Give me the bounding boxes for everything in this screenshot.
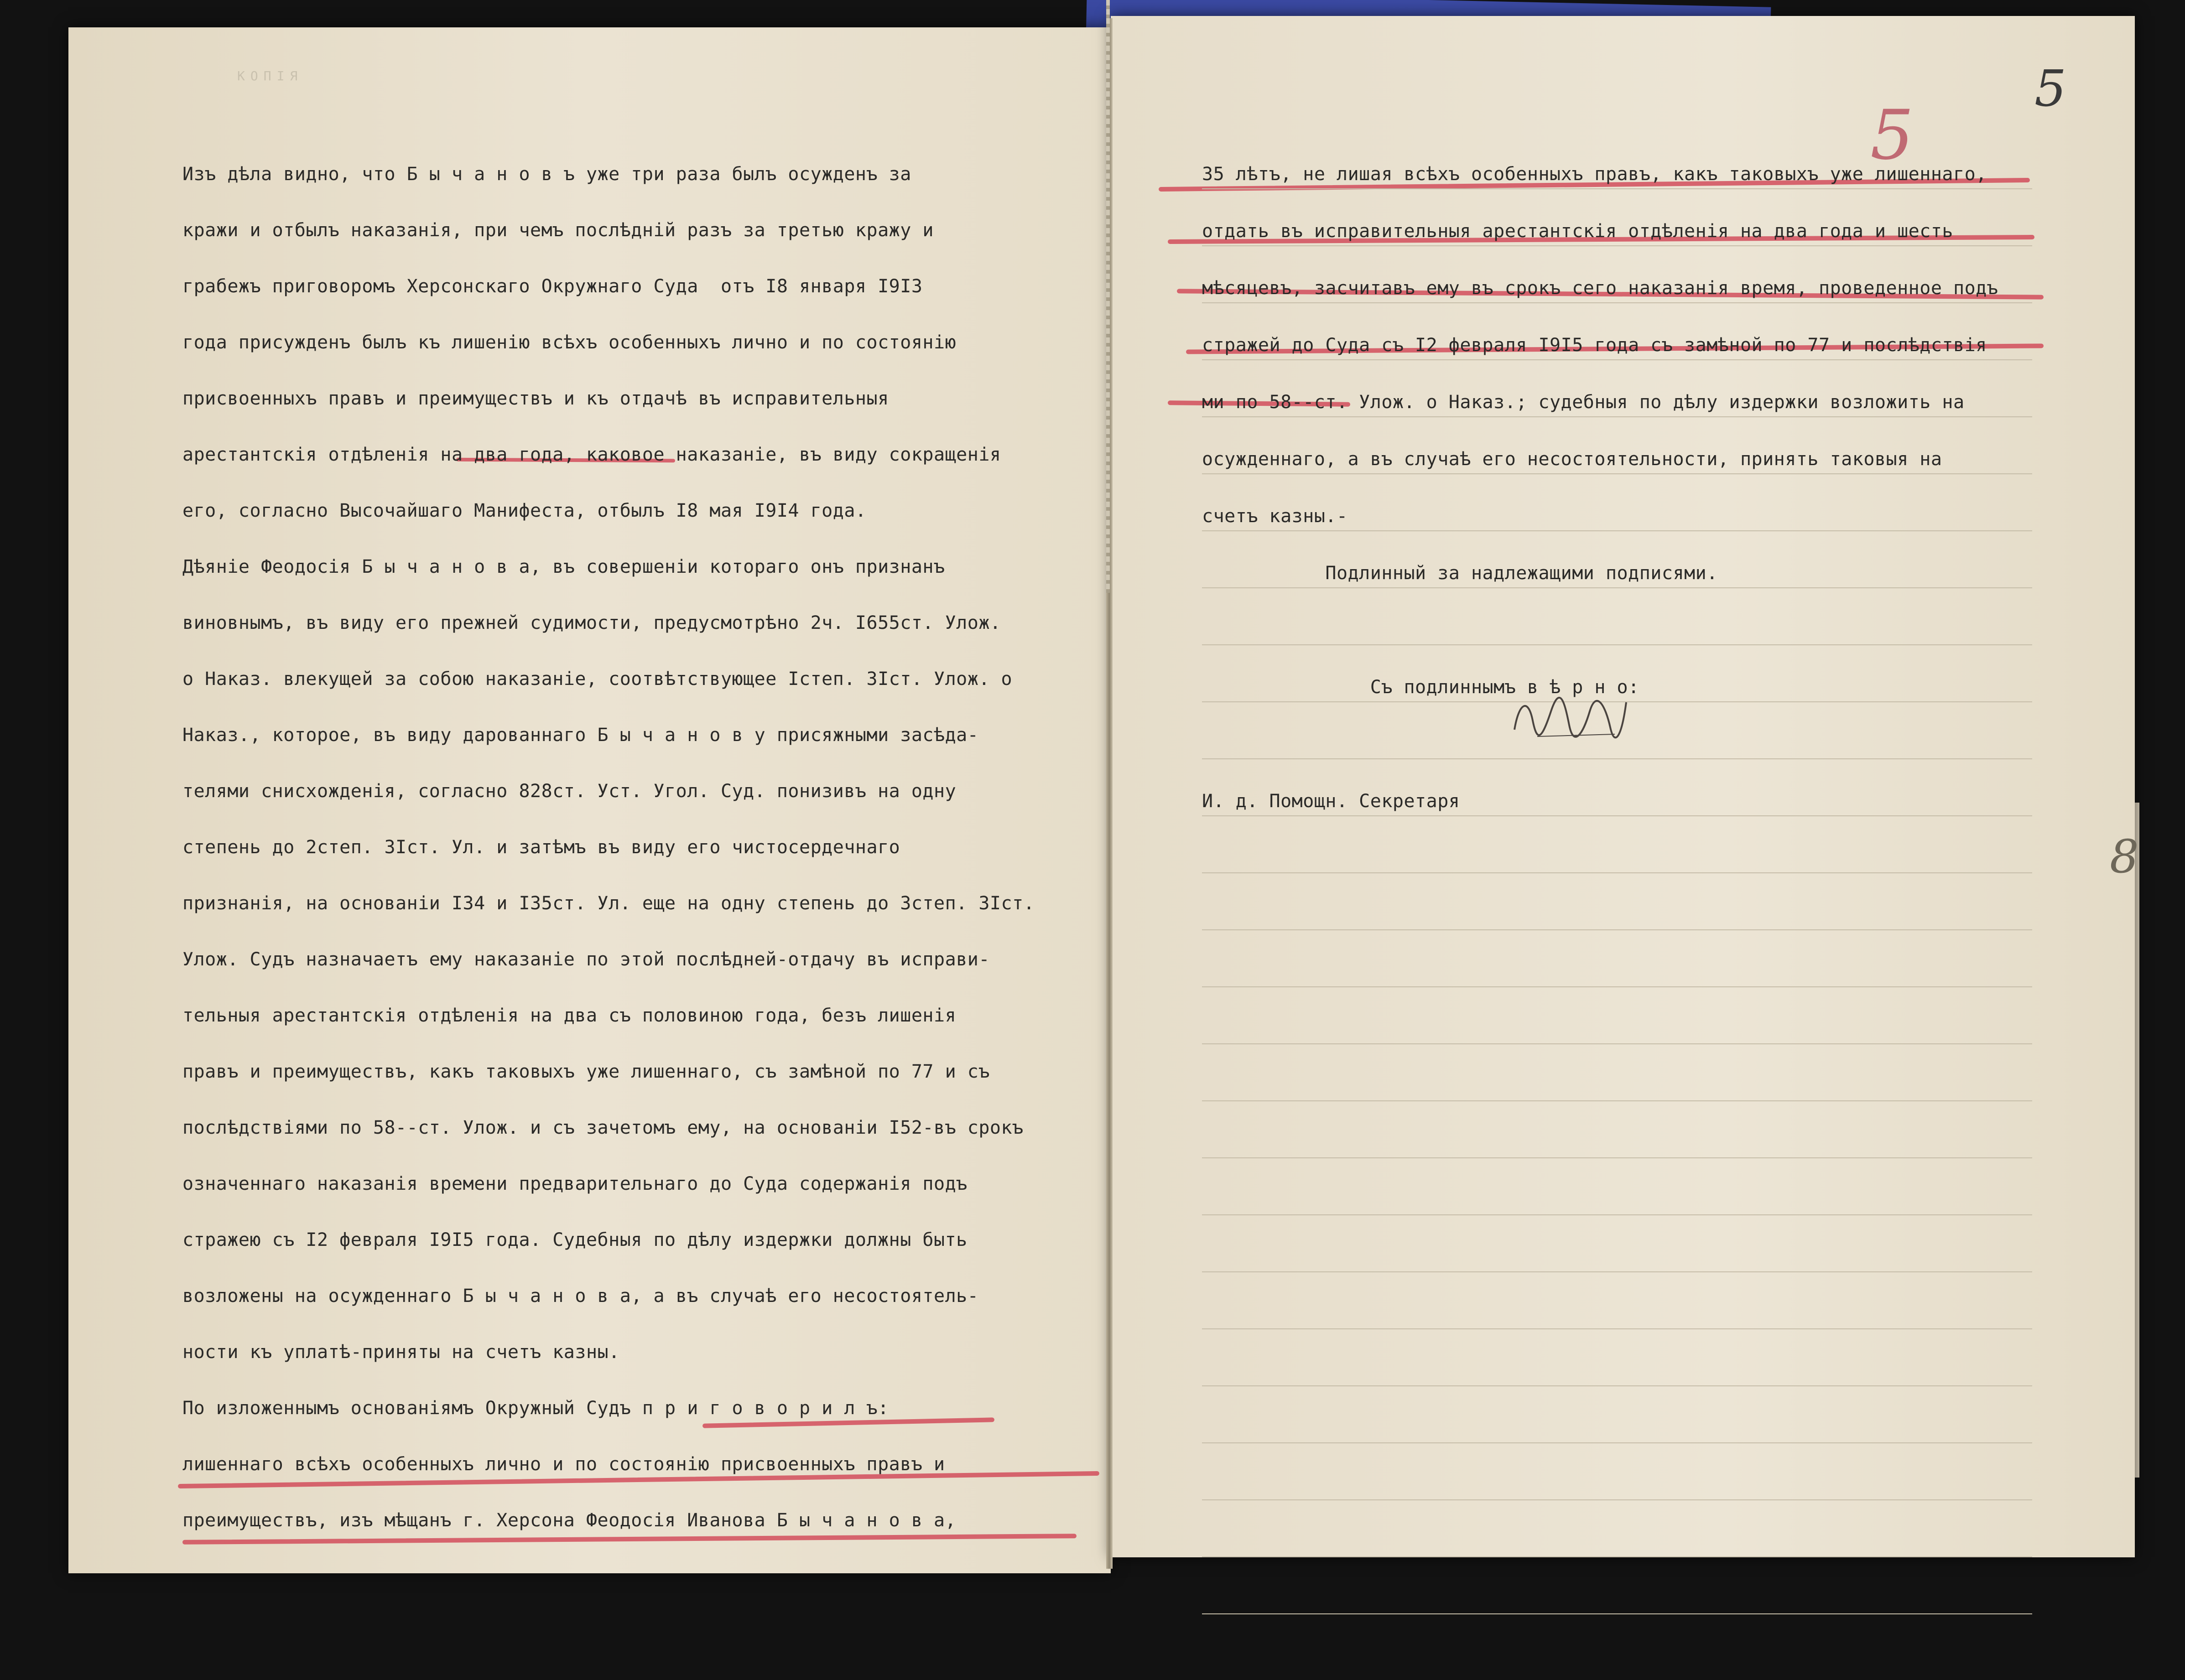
line-text: И. д. Помощн. Секретаря <box>1202 791 1460 812</box>
red-pencil-number: 5 <box>1870 96 1914 175</box>
side-sheet-number: 8 <box>2110 830 2139 883</box>
line-text: телями снисхожденія, согласно 828ст. Уст. Угол. Суд. понизивъ на одну <box>182 781 957 802</box>
empty-ruled-line <box>1202 1386 2032 1443</box>
line-text: означеннаго наказанія времени предварительнаго до Суда содержанія подъ <box>182 1173 968 1194</box>
line-text: года присужденъ былъ къ лишенію всѣхъ особенныхъ лично и по состоянію <box>182 332 957 353</box>
text-line <box>182 525 1104 581</box>
line-text: грабежъ приговоромъ Херсонскаго Окружнаго Суда отъ I8 января I9I3 <box>182 276 923 297</box>
empty-ruled-line <box>1202 1329 2032 1386</box>
line-text: правъ и преимуществъ, какъ таковыхъ уже лишеннаго, съ замѣной по 77 и съ <box>182 1061 990 1082</box>
text-line <box>182 1198 1104 1254</box>
line-text: По изложеннымъ основаніямъ Окружный Судъ п р и г о в о р и л ъ: <box>182 1398 889 1419</box>
text-line <box>182 805 1104 861</box>
text-line <box>1202 132 2032 189</box>
line-text: кражи и отбылъ наказанія, при чемъ послѣдній разъ за третью кражу и <box>182 220 934 241</box>
line-text: о Наказ. влекущей за собою наказаніе, соотвѣтствующее Iстеп. 3Iст. Улож. о <box>182 669 1013 690</box>
line-text: степень до 2степ. 3Iст. Ул. и затѣмъ въ виду его чистосердечнаго <box>182 837 900 858</box>
right-page-text <box>1202 132 2032 1614</box>
line-text: Изъ дѣла видно, что Б ы ч а н о в ъ уже три раза былъ осужденъ за <box>182 164 911 185</box>
text-line <box>1202 531 2032 588</box>
faint-stamp: КОПІЯ <box>237 68 303 83</box>
empty-ruled-line <box>1202 816 2032 873</box>
empty-ruled-line <box>1202 1215 2032 1272</box>
line-text: Улож. Судъ назначаетъ ему наказаніе по этой послѣдней-отдачу въ исправи- <box>182 949 990 970</box>
line-text: ности къ уплатѣ-приняты на счетъ казны. <box>182 1342 620 1363</box>
line-text: возложены на осужденнаго Б ы ч а н о в а, а въ случаѣ его несостоятель- <box>182 1286 979 1307</box>
empty-ruled-line <box>1202 1158 2032 1215</box>
text-line <box>1202 759 2032 816</box>
empty-ruled-line <box>1202 930 2032 987</box>
line-text: Дѣяніе Феодосія Б ы ч а н о в а, въ совершеніи котораго онъ признанъ <box>182 556 945 577</box>
empty-ruled-line <box>1202 1443 2032 1500</box>
line-text: Съ подлиннымъ в ѣ р н о: <box>1202 677 1639 698</box>
empty-ruled-line <box>1202 1557 2032 1614</box>
empty-ruled-line <box>1202 1500 2032 1557</box>
text-line <box>182 693 1104 749</box>
text-line <box>182 1310 1104 1366</box>
text-line <box>182 469 1104 525</box>
page-number: 5 <box>2034 59 2066 118</box>
text-line <box>1202 189 2032 246</box>
text-line <box>182 918 1104 974</box>
text-line <box>1202 246 2032 303</box>
text-line <box>182 1030 1104 1086</box>
line-text: отдать въ исправительныя арестантскія отдѣленія на два года и шесть <box>1202 221 1953 242</box>
line-text: присвоенныхъ правъ и преимуществъ и къ отдачѣ въ исправительныя <box>182 388 889 409</box>
line-text: счетъ казны.- <box>1202 506 1348 527</box>
text-line <box>182 637 1104 693</box>
text-line <box>182 974 1104 1030</box>
binding-thread <box>1106 0 1110 593</box>
text-line <box>182 1142 1104 1198</box>
text-line <box>1202 360 2032 417</box>
text-line <box>182 413 1104 469</box>
empty-ruled-line <box>1202 873 2032 930</box>
line-text: ми по 58--ст. Улож. о Наказ.; судебныя по дѣлу издержки возложить на <box>1202 392 1965 413</box>
line-text: признанія, на основаніи I34 и I35ст. Ул. еще на одну степень до 3степ. 3Iст. <box>182 893 1035 914</box>
text-line <box>182 132 1104 188</box>
line-text: мѣсяцевъ, засчитавъ ему въ срокъ сего наказанія время, проведенное подъ <box>1202 278 1998 299</box>
text-line <box>182 1254 1104 1310</box>
text-line <box>182 861 1104 918</box>
empty-ruled-line <box>1202 1272 2032 1329</box>
empty-ruled-line <box>1202 1044 2032 1101</box>
text-line <box>182 1086 1104 1142</box>
text-line <box>1202 417 2032 474</box>
line-text: его, согласно Высочайшаго Манифеста, отбылъ I8 мая I9I4 года. <box>182 500 867 521</box>
line-text: стражей до Суда съ I2 февраля I9I5 года съ замѣной по 77 и послѣдствія <box>1202 335 1987 356</box>
text-line <box>182 244 1104 301</box>
text-line <box>182 1422 1104 1478</box>
line-text: Подлинный за надлежащими подписями. <box>1202 563 1718 584</box>
text-line <box>182 749 1104 805</box>
line-text: Наказ., которое, въ виду дарованнаго Б ы ч а н о в у присяжными засѣда- <box>182 725 979 746</box>
line-text: лишеннаго всѣхъ особенныхъ лично и по состоянію присвоенныхъ правъ и <box>182 1454 945 1475</box>
line-text: арестантскія отдѣленія на два года, каковое наказаніе, въ виду сокращенія <box>182 444 1001 465</box>
text-line <box>1202 303 2032 360</box>
line-text: 35 лѣтъ, не лишая всѣхъ особенныхъ правъ, какъ таковыхъ уже лишеннаго, <box>1202 164 1987 185</box>
line-text: стражею съ I2 февраля I9I5 года. Судебныя по дѣлу издержки должны быть <box>182 1229 968 1250</box>
text-line <box>182 581 1104 637</box>
line-text: преимуществъ, изъ мѣщанъ г. Херсона Феодосія Иванова Б ы ч а н о в а, <box>182 1510 957 1531</box>
empty-ruled-line <box>1202 987 2032 1044</box>
line-text: осужденнаго, а въ случаѣ его несостоятельности, принять таковыя на <box>1202 449 1942 470</box>
text-line <box>182 1478 1104 1535</box>
text-line <box>182 301 1104 357</box>
text-line <box>182 188 1104 244</box>
left-page-text <box>182 132 1104 1535</box>
text-line <box>182 1366 1104 1422</box>
line-text: тельныя арестантскія отдѣленія на два съ половиною года, безъ лишенія <box>182 1005 957 1026</box>
line-text: виновнымъ, въ виду его прежней судимости, предусмотрѣно 2ч. I655ст. Улож. <box>182 612 1001 633</box>
signature <box>1510 693 1628 743</box>
text-line <box>1202 588 2032 645</box>
text-line <box>1202 474 2032 531</box>
empty-ruled-line <box>1202 1101 2032 1158</box>
text-line <box>182 357 1104 413</box>
line-text: послѣдствіями по 58--ст. Улож. и съ зачетомъ ему, на основаніи I52-въ срокъ <box>182 1117 1024 1138</box>
